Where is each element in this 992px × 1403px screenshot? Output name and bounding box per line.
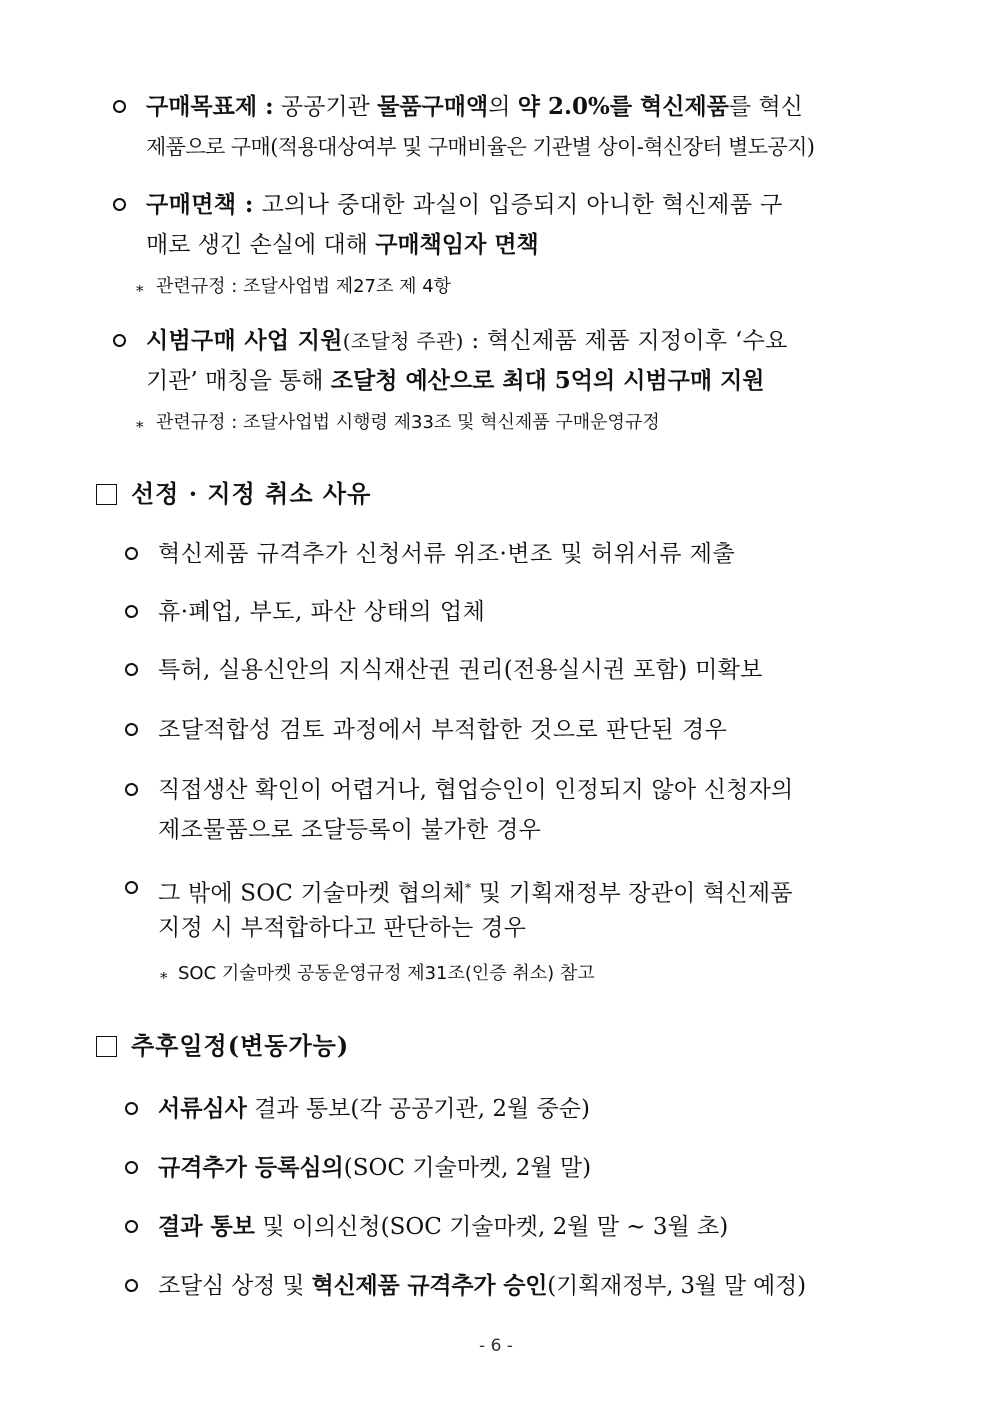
schedule-text — [158, 1207, 728, 1247]
footnote-star: * — [465, 881, 472, 895]
cancellation-reason-text: 조달적합성 검토 과정에서 부적합한 것으로 판단된 경우 — [158, 717, 728, 743]
purchase-target-line2: 제품으로 구매(적용대상여부 및 구매비율은 기관별 상이-혁신장터 별도공지) — [146, 135, 815, 159]
schedule-step: 결과 통보 — [158, 1213, 255, 1240]
cancellation-reason-2 — [158, 592, 485, 632]
bullet-circle-icon — [113, 334, 126, 347]
bullet-circle-icon — [125, 881, 138, 894]
cancellation-reason-5 — [158, 770, 898, 850]
purchase-target-line1 — [146, 87, 898, 127]
bullet-circle-icon — [125, 1102, 138, 1115]
page-number: - 6 - — [479, 1336, 513, 1356]
schedule-step: 규격추가 등록심의 — [158, 1154, 344, 1181]
schedule-text — [158, 1089, 590, 1129]
schedule-step: 혁신제품 규격추가 승인 — [311, 1272, 548, 1299]
pilot-purchase-line1 — [146, 321, 898, 361]
purchase-exemption-line2 — [146, 225, 898, 265]
pilot-purchase-line2 — [146, 361, 898, 401]
pilot-purchase-item — [146, 321, 898, 401]
bullet-circle-icon — [125, 663, 138, 676]
cancellation-reason-6 — [158, 868, 898, 948]
bullet-circle-icon — [125, 1161, 138, 1174]
pilot-purchase-label: 시범구매 사업 지원 — [146, 327, 343, 354]
bullet-circle-icon — [125, 605, 138, 618]
exemption-term: 구매책임자 면책 — [375, 231, 539, 258]
pilot-budget-term: 조달청 예산으로 최대 5억의 시범구매 지원 — [330, 367, 765, 394]
schedule-detail: (SOC 기술마켓, 2월 말) — [343, 1155, 592, 1181]
exemption-regulation-note: 관련규정 : 조달사업법 제27조 제 4항 — [156, 276, 452, 297]
text-fragment: 매로 생긴 손실에 대해 — [146, 232, 376, 258]
bullet-circle-icon — [125, 1220, 138, 1233]
schedule-text — [158, 1148, 591, 1188]
cancellation-reason-text: 혁신제품 규격추가 신청서류 위조·변조 및 허위서류 제출 — [158, 541, 736, 567]
purchase-exemption-label: 구매면책 : — [146, 191, 254, 218]
pilot-regulation-note: 관련규정 : 조달사업법 시행령 제33조 및 혁신제품 구매운영규정 — [156, 412, 660, 433]
text-fragment: 를 혁신 — [728, 94, 803, 120]
schedule-item-4 — [158, 1266, 806, 1306]
schedule-step: 서류심사 — [158, 1095, 247, 1122]
cancellation-reason-text: 제조물품으로 조달등록이 불가한 경우 — [158, 817, 542, 843]
cancellation-reason-text: 휴·폐업, 부도, 파산 상태의 업체 — [158, 599, 486, 625]
schedule-item-1 — [158, 1089, 590, 1129]
text-fragment: 공공기관 — [273, 94, 378, 120]
schedule-text — [158, 1266, 806, 1306]
cancellation-reason-text: 지정 시 부적합하다고 판단하는 경우 — [158, 915, 527, 941]
note-star: * — [136, 418, 144, 436]
schedule-item-2 — [158, 1148, 591, 1188]
text-fragment: : 혁신제품 제품 지정이후 ‘수요 — [463, 328, 788, 354]
cancellation-reason-text: 특허, 실용신안의 지식재산권 권리(전용실시권 포함) 미확보 — [158, 657, 763, 683]
section-title-schedule: 추후일정(변동가능) — [131, 1031, 350, 1060]
section-checkbox-icon — [96, 1036, 117, 1057]
schedule-item-3 — [158, 1207, 728, 1247]
purchase-amount-term: 물품구매액 — [377, 93, 489, 120]
text-fragment: 고의나 중대한 과실이 입증되지 아니한 혁신제품 구 — [253, 192, 783, 218]
note-star: * — [136, 282, 144, 300]
bullet-circle-icon — [125, 547, 138, 560]
schedule-detail: 결과 통보(각 공공기관, 2월 중순) — [246, 1096, 590, 1122]
bullet-circle-icon — [113, 100, 126, 113]
text-fragment: 의 — [488, 94, 518, 120]
bullet-circle-icon — [113, 198, 126, 211]
section-checkbox-icon — [96, 484, 117, 505]
purchase-exemption-line1 — [146, 185, 898, 225]
cancellation-reason-text — [158, 868, 898, 908]
schedule-detail: (기획재정부, 3월 말 예정) — [547, 1273, 806, 1299]
cancellation-reason-4 — [158, 710, 727, 750]
cancellation-reason-3 — [158, 650, 763, 690]
schedule-prefix: 조달심 상정 및 — [158, 1273, 312, 1299]
purchase-target-label: 구매목표제 : — [146, 93, 274, 120]
cancellation-reason-text: 직접생산 확인이 어렵거나, 협업승인이 인정되지 않아 신청자의 — [158, 777, 794, 803]
cancellation-reason-1 — [158, 534, 735, 574]
pilot-purchase-host: (조달청 주관) — [342, 329, 464, 353]
bullet-circle-icon — [125, 783, 138, 796]
schedule-detail: 및 이의신청(SOC 기술마켓, 2월 말 ~ 3월 초) — [254, 1214, 729, 1240]
section-title-cancellation: 선정 · 지정 취소 사유 — [131, 479, 372, 508]
soc-regulation-note: SOC 기술마켓 공동운영규정 제31조(인증 취소) 참고 — [178, 963, 595, 984]
text-fragment: 및 기획재정부 장관이 혁신제품 — [471, 880, 793, 907]
target-ratio-term: 약 2.0%를 혁신제품 — [517, 93, 729, 120]
text-fragment: 기관’ 매칭을 통해 — [146, 368, 331, 394]
note-star: * — [160, 969, 168, 987]
purchase-exemption-item — [146, 185, 898, 265]
bullet-circle-icon — [125, 723, 138, 736]
bullet-circle-icon — [125, 1279, 138, 1292]
purchase-target-item — [146, 87, 898, 167]
text-fragment: 그 밖에 SOC 기술마켓 협의체 — [158, 880, 466, 907]
